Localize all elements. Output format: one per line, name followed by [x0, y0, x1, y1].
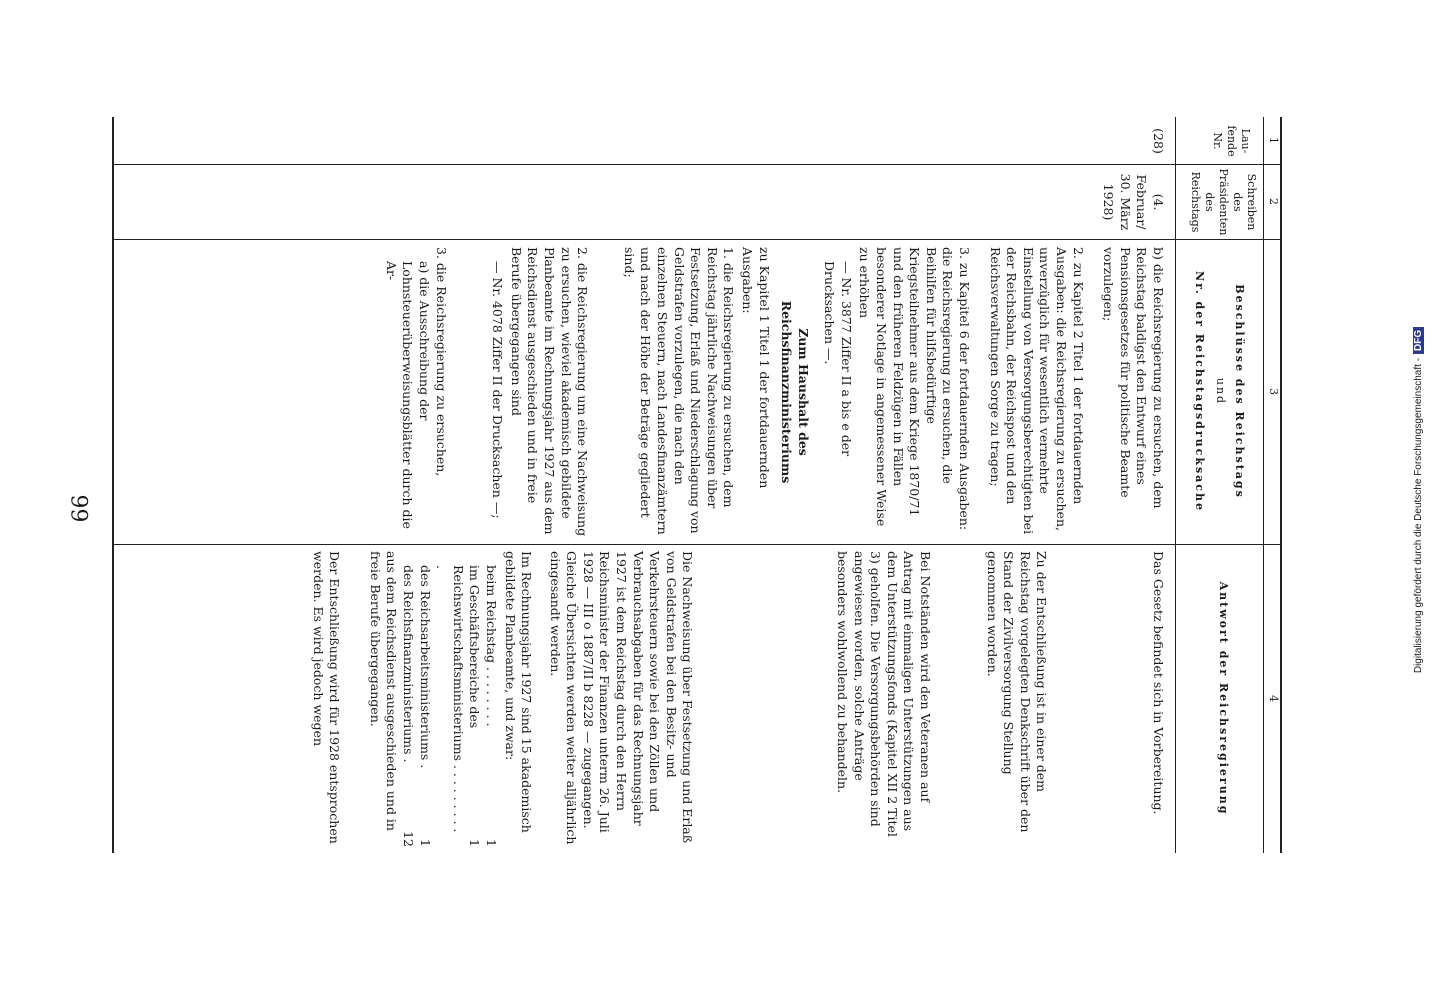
resolutions-table: [112, 117, 1282, 853]
answer-b: Das Gesetz befindet sich in Vorbereitung.: [1151, 551, 1166, 815]
section-intro: zu Kapitel 1 Titel 1 der fortdauernden Ausgaben:: [739, 247, 772, 489]
tally-label: des Reichsarbeitsministeriums .: [417, 565, 433, 769]
header-laufende-nr: Lau-fende Nr.: [1211, 125, 1252, 157]
col-number-2: 2: [1267, 198, 1280, 205]
col-number-1: 1: [1267, 137, 1280, 144]
tally-label: des Reichsfinanzministeriums .: [400, 565, 416, 763]
table-container: [112, 117, 1282, 853]
col-divider-3: [112, 544, 1282, 545]
resolution-fin-2-ref: — Nr. 4078 Ziffer II der Drucksachen —;: [490, 261, 506, 519]
col3-text: [372, 247, 1166, 537]
row-number: (28): [1151, 128, 1166, 154]
header-und: und: [1214, 377, 1227, 406]
header-schreiben: Schreiben des Präsidenten des Reichstags: [1189, 168, 1258, 236]
col4-text: [299, 551, 1166, 847]
header-drucksache: Nr. der Reichstagsdrucksache: [1193, 271, 1206, 512]
row-schreiben-date: (4. Februar/ 30. März 1928): [1101, 173, 1166, 231]
tally-item: [433, 565, 483, 847]
table-top-rule: [1280, 117, 1282, 853]
table-bottom-rule: [112, 117, 114, 853]
header-number-rule: [1263, 117, 1264, 853]
col-divider-1: [112, 164, 1282, 165]
page-number: 99: [65, 494, 91, 523]
answer-fin-2-tail: aus dem Reichsdienst ausgeschieden und in freie Berufe übergegangen.: [367, 551, 400, 831]
resolution-2: 2. zu Kapitel 2 Titel 1 der fortdauernden Ausgaben: die Reichsregierung zu ersuchen, unverzüglich für wesentlich vermehrte Einstellung von Versorgungsberechtigten bei der Reichsbahn, der Reichspost und den Reichsverwaltungen Sorge zu tragen;: [987, 247, 1086, 535]
resolution-3-ref: — Nr. 3877 Ziffer II a bis e der Drucksachen —.: [822, 261, 854, 457]
tally-label: beim Reichstag . . . . . . . .: [483, 565, 499, 727]
header-antwort: Antwort der Reichsregierung: [1217, 581, 1230, 816]
header-beschluesse: Beschlüsse des Reichstags: [1233, 284, 1246, 499]
tally-item: [482, 565, 499, 847]
answer-fin-2: Im Rechnungsjahr 1927 sind 15 akademisch gebildete Planbeamte, und zwar:: [502, 551, 535, 833]
resolution-3: 3. zu Kapitel 6 der fortdauernden Ausgaben: die Reichsregierung zu ersuchen, die Beihilfen für hilfsbedürftige Kriegsteilnehmer aus dem Kriege 1870/71 und den früheren Feldzügen in Fällen besonderer Notlage in angemessener Weise zu erhöhen: [857, 247, 973, 531]
answer-fin-1: Die Nachweisung über Festsetzung und Erlaß von Geldstrafen bei den Besitz- und Verkehrsteuern sowie bei den Zöllen und Verbrauchsabgaben für das Rechnungsjahr 1927 ist dem Reichstag durch den Herrn Reichsminister der Finanzen unterm 26. Juli 1928 — III o 1887/II b 8228 — zugegangen. Gleiche Übersichten werden weiter alljährlich eingesandt werden.: [547, 551, 696, 845]
resolution-fin-1: 1. die Reichsregierung zu ersuchen, dem Reichstag jährliche Nachweisungen über Festsetzung, Erlaß und Niederschlagung von Geldstrafen vorzulegen, die nach den einzelnen Steuern, nach Landesfinanzämtern und nach der Höhe der Beträge gegliedert sind;: [621, 247, 737, 535]
col-number-4: 4: [1267, 695, 1280, 702]
header-bottom-rule: [1175, 117, 1176, 853]
tally-value: 1: [483, 839, 499, 847]
resolution-fin-3: 3. die Reichsregierung zu ersuchen,: [433, 247, 449, 477]
tally-value: 1: [417, 839, 433, 847]
tally-item: [416, 565, 433, 847]
tally-value: 1: [467, 839, 483, 847]
dfg-logo: DFG: [1413, 327, 1424, 354]
answer-fin-3: Der Entschließung wird für 1928 entsprochen werden. Es wird jedoch wegen: [310, 551, 343, 844]
tally-item: [399, 565, 416, 847]
col-divider-2: [112, 239, 1282, 240]
resolution-fin-3a: a) die Ausschreibung der Lohnsteuerüberweisungsblätter durch die Ar-: [383, 261, 433, 529]
answer-3: Bei Notständen wird den Veteranen auf Antrag mit einmaligen Unterstützungen aus dem Unterstützungsfonds (Kapitel XII 2 Titel 3) geholfen. Die Versorgungsbehörden sind angewiesen worden, solche Anträge besonders wohlwollend zu behandeln.: [835, 551, 934, 837]
tally-list: [399, 565, 499, 847]
tally-value: 12: [400, 831, 416, 847]
digitization-credit: [1413, 120, 1427, 880]
resolution-b: b) die Reichsregierung zu ersuchen, dem Reichstag baldigst den Entwurf eines Pensionsgesetzes für politische Beamte vorzulegen;: [1101, 247, 1166, 509]
section-heading: Zum Haushalt des Reichsfinanzministeriums: [779, 300, 811, 484]
credit-text: Digitalisierung gefördert durch die Deutsche Forschungsgemeinschaft -: [1413, 357, 1424, 674]
answer-2: Zu der Entschließung ist in einer dem Reichstag vorgelegten Denkschrift über den Stand der Zivilversorgung Stellung genommen worden.: [984, 551, 1050, 833]
col-number-3: 3: [1267, 388, 1280, 395]
tally-label: im Geschäftsbereiche des Reichswirtschaftsministeriums . . . . . . . . . .: [434, 565, 483, 833]
resolution-fin-2: 2. die Reichsregierung um eine Nachweisung zu ersuchen, wieviel akademisch gebildete Planbeamte im Rechnungsjahr 1927 aus dem Reichsdienst ausgeschieden und in freie Berufe übergegangen sind: [508, 247, 591, 537]
